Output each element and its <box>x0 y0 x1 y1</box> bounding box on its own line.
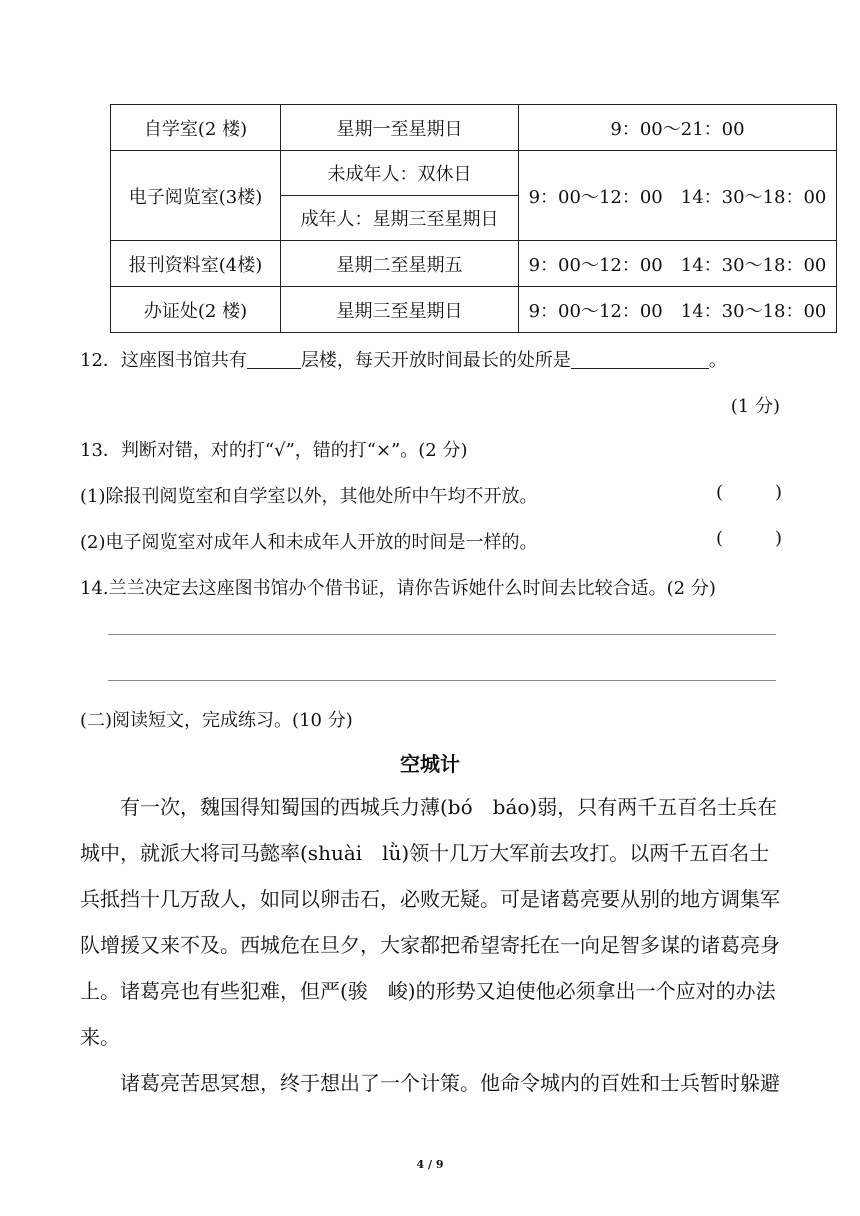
paren-close: ) <box>775 528 783 549</box>
q12-text-a: 12．这座图书馆共有 <box>80 350 247 371</box>
table-cell-hours: 9：00～12：00 14：30～18：00 <box>519 151 837 241</box>
page-number: 4 / 9 <box>416 1158 444 1171</box>
table-row <box>111 287 837 333</box>
answer-blank-floors[interactable] <box>247 350 301 369</box>
question-13-item-2: (2)电子阅览室对成年人和未成年人开放的时间是一样的。 <box>80 532 538 553</box>
table-cell-place: 报刊资料室(4楼) <box>111 241 281 287</box>
q12-text-b: 层楼，每天开放时间最长的处所是 <box>300 350 571 371</box>
passage-body <box>80 784 788 1106</box>
answer-paren-2[interactable] <box>716 528 782 549</box>
table-cell-place: 电子阅览室(3楼) <box>111 151 281 241</box>
question-12 <box>80 346 727 372</box>
table-cell-days: 星期三至星期日 <box>281 287 519 333</box>
question-13-item-1: (1)除报刊阅览室和自学室以外，其他处所中午均不开放。 <box>80 486 538 507</box>
table-cell-place: 自学室(2 楼) <box>111 105 281 151</box>
paren-open: ( <box>716 482 724 503</box>
table-row <box>111 151 837 196</box>
passage-paragraph-1: 有一次，魏国得知蜀国的西城兵力薄(bó báo)弱，只有两千五百名士兵在城中，就派大将司马懿率(shuài lǜ)领十几万大军前去攻打。以两千五百名士兵抵挡十几万敌人，如同以卵击石，必败无疑。可是诸葛亮要从别的地方调集军队增援又来不及。西城危在旦夕，大家都把希望寄托在一向足智多谋的诸葛亮身上。诸葛亮也有些犯难，但严(骏 峻)的形势又迫使他必须拿出一个应对的办法来。 <box>80 795 780 1049</box>
answer-paren-1[interactable] <box>716 482 782 503</box>
question-13-stem: 13．判断对错，对的打“√”，错的打“×”。(2 分) <box>80 440 468 461</box>
table-cell-hours: 9：00～21：00 <box>519 105 837 151</box>
q12-score: (1 分) <box>730 396 780 417</box>
answer-line-1[interactable] <box>108 634 776 635</box>
table-cell-days: 未成年人：双休日 <box>281 151 519 196</box>
table-row <box>111 241 837 287</box>
table-cell-days: 成年人：星期三至星期日 <box>281 196 519 241</box>
answer-blank-place[interactable] <box>571 350 709 369</box>
paren-open: ( <box>716 528 724 549</box>
table-cell-place: 办证处(2 楼) <box>111 287 281 333</box>
table-cell-days: 星期一至星期日 <box>281 105 519 151</box>
question-14-stem: 14.兰兰决定去这座图书馆办个借书证，请你告诉她什么时间去比较合适。(2 分) <box>80 578 716 599</box>
paren-close: ) <box>775 482 783 503</box>
schedule-table <box>110 104 837 333</box>
table-cell-hours: 9：00～12：00 14：30～18：00 <box>519 287 837 333</box>
passage-paragraph-2: 诸葛亮苦思冥想，终于想出了一个计策。他命令城内的百姓和士兵暂时躲避 <box>120 1071 780 1095</box>
section-heading: (二)阅读短文，完成练习。(10 分) <box>80 710 353 731</box>
table-row <box>111 105 837 151</box>
answer-line-2[interactable] <box>108 680 776 681</box>
table-cell-days: 星期二至星期五 <box>281 241 519 287</box>
q12-text-c: 。 <box>708 350 727 371</box>
passage-title: 空城计 <box>400 752 460 776</box>
table-cell-hours: 9：00～12：00 14：30～18：00 <box>519 241 837 287</box>
